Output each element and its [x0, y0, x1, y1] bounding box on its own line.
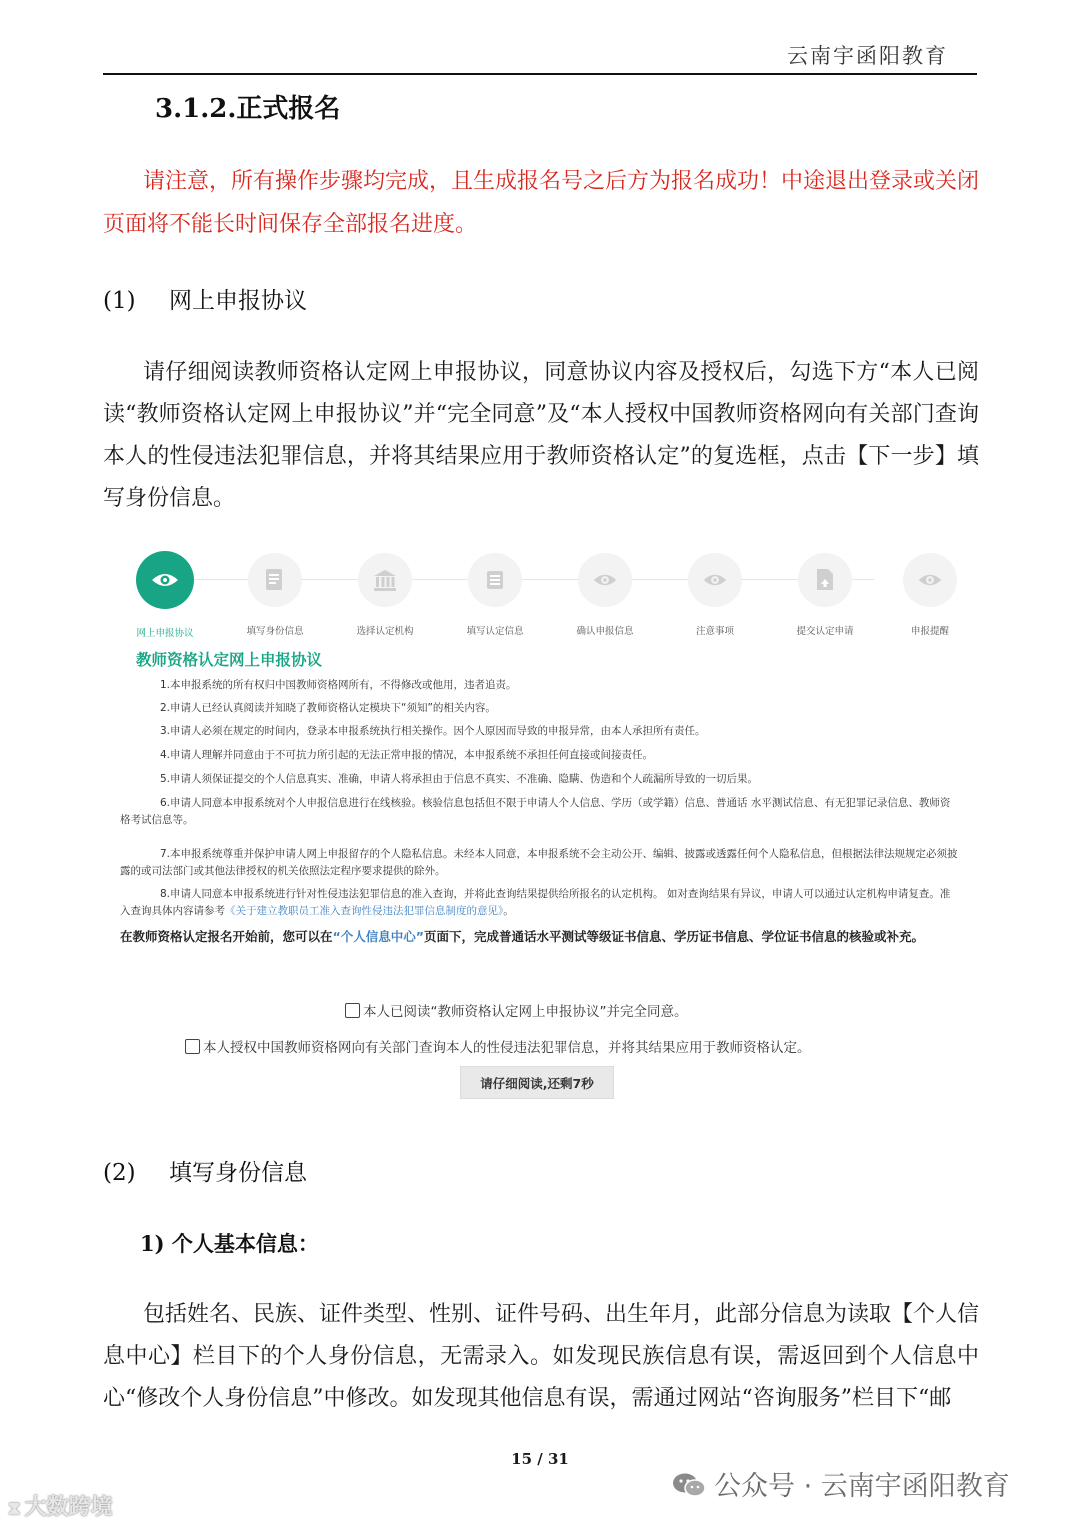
step-5[interactable] [550, 545, 660, 637]
step-label: 填写身份信息 [246, 626, 304, 637]
wechat-watermark [672, 1464, 1010, 1503]
part2-heading [103, 1154, 307, 1187]
embedded-screenshot [110, 545, 970, 1105]
countdown-next-button[interactable]: 请仔细阅读,还剩7秒 [460, 1066, 614, 1099]
header-rule [103, 73, 977, 75]
eye-icon [903, 553, 957, 607]
eye-icon [136, 551, 194, 609]
clause-2: 2.申请人已经认真阅读并知晓了教师资格认定模块下“须知”的相关内容。 [160, 702, 496, 714]
part1-number: (1) [103, 288, 136, 314]
step-label: 填写认定信息 [466, 626, 524, 637]
policy-link[interactable]: 《关于建立教职员工准入查询性侵违法犯罪信息制度的意见》 [225, 905, 504, 917]
step-3[interactable] [330, 545, 440, 637]
document-icon [248, 553, 302, 607]
personal-info-heading: 1) 个人基本信息： [140, 1231, 319, 1256]
step-label: 网上申报协议 [136, 628, 194, 639]
clause-6: 6.申请人同意本申报系统对个人申报信息进行在线核验。核验信息包括但不限于申请人个人信息、学历（或学籍）信息、普通话 水平测试信息、有无犯罪记录信息、教师资格考试信息等。 [120, 797, 951, 826]
page-number: 15 / 31 [511, 1450, 569, 1468]
step-6[interactable] [660, 545, 770, 637]
clause-8 [120, 886, 960, 920]
agree-checkbox-row[interactable] [345, 1000, 688, 1020]
clause-3: 3.申请人必须在规定的时间内，登录本申报系统执行相关操作。因个人原因而导致的申报异常，由本人承担所有责任。 [160, 725, 706, 737]
note-after: 页面下，完成普通话水平测试等级证书信息、学历证书信息、学位证书信息的核验或补充。 [423, 929, 924, 944]
part1-heading [103, 282, 307, 315]
authorize-checkbox-row[interactable] [185, 1036, 811, 1056]
step-4[interactable] [440, 545, 550, 637]
corner-watermark-icon: ⧗ [8, 1498, 21, 1519]
notice-text: 请注意，所有操作步骤均完成，且生成报名号之后方为报名成功！中途退出登录或关闭页面将不能长时间保存全部报名进度。 [103, 169, 980, 237]
info-center-link[interactable]: “个人信息中心” [332, 929, 424, 944]
corner-watermark-text: 大数跨境 [24, 1495, 113, 1520]
clause-7: 7.本申报系统尊重并保护申请人网上申报留存的个人隐私信息。未经本人同意，本申报系统不会主动公开、编辑、披露或透露任何个人隐私信息，但根据法律法规规定必须披露的或司法部门或其他法律授权的机关依照法定程序要求提供的除外。 [120, 848, 958, 877]
agreement-title: 教师资格认定网上申报协议 [136, 651, 323, 669]
part2-number: (2) [103, 1160, 136, 1186]
step-label: 提交认定申请 [796, 626, 854, 637]
section-title: 3.1.2.正式报名 [155, 94, 341, 124]
eye-icon [578, 553, 632, 607]
part2-title: 填写身份信息 [169, 1160, 307, 1186]
step-1[interactable] [110, 545, 220, 639]
step-label: 申报提醒 [910, 626, 949, 637]
eye-icon [688, 553, 742, 607]
part1-paragraph: 请仔细阅读教师资格认定网上申报协议，同意协议内容及授权后，勾选下方“本人已阅读“教师资格认定网上申报协议”并“完全同意”及“本人授权中国教师资格网向有关部门查询本人的性侵违法犯罪信息，并将其结果应用于教师资格认定”的复选框，点击【下一步】填写身份信息。 [103, 360, 980, 511]
part2-paragraph: 包括姓名、民族、证件类型、性别、证件号码、出生年月，此部分信息为读取【个人信息中心】栏目下的个人身份信息，无需录入。如发现民族信息有误，需返回到个人信息中心“修改个人身份信息”中修改。如发现其他信息有误，需通过网站“咨询服务”栏目下“邮 [103, 1302, 980, 1411]
step-8[interactable] [875, 545, 985, 637]
header-org-name: 云南宇函阳教育 [787, 44, 948, 68]
authorize-checkbox[interactable] [185, 1039, 200, 1054]
corner-watermark [8, 1490, 113, 1521]
clause-5: 5.申请人须保证提交的个人信息真实、准确，申请人将承担由于信息不真实、不准确、隐瞒、伪造和个人疏漏所导致的一切后果。 [160, 773, 759, 785]
step-label: 确认申报信息 [576, 626, 634, 637]
wechat-text: 公众号 · 云南宇函阳教育 [714, 1471, 1010, 1502]
step-7[interactable] [770, 545, 880, 637]
step-label: 选择认定机构 [356, 626, 414, 637]
institution-icon [358, 553, 412, 607]
part1-title: 网上申报协议 [169, 288, 307, 314]
wechat-icon [672, 1472, 706, 1498]
submit-file-icon [798, 553, 852, 607]
info-center-note [120, 927, 955, 947]
clause-8-text: 8.申请人同意本申报系统进行针对性侵违法犯罪信息的准入查询，并将此查询结果提供给所报名的认定机构。 如对查询结果有异议，申请人可以通过认定机构申请复查。准入查询具体内容请参考 [120, 888, 951, 917]
clause-8-end: 。 [503, 905, 514, 917]
authorize-checkbox-label: 本人授权中国教师资格网向有关部门查询本人的性侵违法犯罪信息，并将其结果应用于教师资格认定。 [203, 1040, 811, 1056]
clause-1: 1.本申报系统的所有权归中国教师资格网所有，不得修改或他用，违者追责。 [160, 679, 517, 691]
form-icon [468, 553, 522, 607]
step-2[interactable] [220, 545, 330, 637]
agree-checkbox[interactable] [345, 1003, 360, 1018]
note-before: 在教师资格认定报名开始前，您可以在 [120, 929, 333, 944]
agree-checkbox-label: 本人已阅读“教师资格认定网上申报协议”并完全同意。 [363, 1004, 688, 1020]
clause-4: 4.申请人理解并同意由于不可抗力所引起的无法正常申报的情况，本申报系统不承担任何直接或间接责任。 [160, 749, 654, 761]
step-label: 注意事项 [695, 626, 734, 637]
